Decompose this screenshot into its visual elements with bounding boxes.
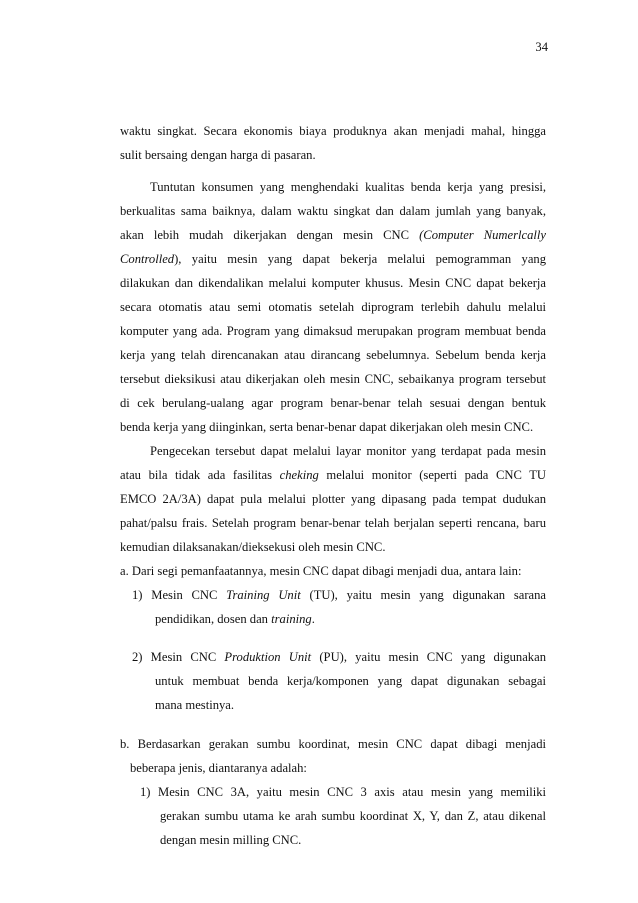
paragraph-line: waktu singkat. Secara ekonomis biaya produknya akan menjadi mahal, hingga (120, 124, 546, 138)
paragraph-line: Tuntutan konsumen yang menghendaki kualitas benda kerja yang presisi, (150, 180, 546, 194)
paragraph-line: EMCO 2A/3A) dapat pula melalui plotter yang dipasang pada tempat dudukan (120, 492, 546, 506)
list-item-a2: 2) Mesin CNC Produktion Unit (PU), yaitu mesin CNC yang digunakan (132, 650, 546, 664)
paragraph-line: benda kerja yang diinginkan, serta benar-benar dapat dikerjakan oleh mesin CNC. (120, 420, 534, 434)
list-item-b: b. Berdasarkan gerakan sumbu koordinat, mesin CNC dapat dibagi menjadi (120, 737, 546, 751)
paragraph-line: kerja yang telah direncanakan atau dirancang sebelumnya. Sebelum benda kerja (120, 348, 546, 362)
paragraph-line: gerakan sumbu utama ke arah sumbu koordinat X, Y, dan Z, atau dikenal (160, 809, 546, 823)
paragraph-line: secara otomatis atau semi otomatis setelah diprogram terlebih dahulu melalui (120, 300, 546, 314)
paragraph-line: kemudian dilaksanakan/dieksekusi oleh mesin CNC. (120, 540, 386, 554)
paragraph-line: pendidikan, dosen dan training. (155, 612, 315, 626)
paragraph-line: dengan mesin milling CNC. (160, 833, 302, 847)
paragraph-line: atau bila tidak ada fasilitas cheking melalui monitor (seperti pada CNC TU (120, 468, 546, 482)
paragraph-line: beberapa jenis, diantaranya adalah: (130, 761, 307, 775)
paragraph-line: mana mestinya. (155, 698, 235, 712)
paragraph-line: berkualitas sama baiknya, dalam waktu singkat dan dalam jumlah yang banyak, (120, 204, 546, 218)
list-item-a1: 1) Mesin CNC Training Unit (TU), yaitu mesin yang digunakan sarana (132, 588, 546, 602)
list-item-b1: 1) Mesin CNC 3A, yaitu mesin CNC 3 axis atau mesin yang memiliki (140, 785, 546, 799)
paragraph-line: dilakukan dan dikendalikan melalui komputer khusus. Mesin CNC dapat bekerja (120, 276, 546, 290)
paragraph-line: di cek berulang-ualang agar program benar-benar telah sesuai dengan bentuk (120, 396, 546, 410)
paragraph-line: sulit bersaing dengan harga di pasaran. (120, 148, 316, 162)
paragraph-line: Controlled), yaitu mesin yang dapat bekerja melalui pemogramman yang (120, 252, 546, 266)
paragraph-line: tersebut dieksikusi atau dikerjakan oleh mesin CNC, sebaikanya program tersebut (120, 372, 546, 386)
paragraph-line: pahat/palsu frais. Setelah program benar-benar telah berjalan seperti rencana, baru (120, 516, 546, 530)
page-number: 34 (535, 40, 548, 54)
paragraph-line: akan lebih mudah dikerjakan dengan mesin CNC (Computer Numerlcally (120, 228, 546, 242)
paragraph-line: Pengecekan tersebut dapat melalui layar monitor yang terdapat pada mesin (150, 444, 546, 458)
paragraph-line: komputer yang ada. Program yang dimaksud merupakan program membuat benda (120, 324, 546, 338)
list-item-a: a. Dari segi pemanfaatannya, mesin CNC dapat dibagi menjadi dua, antara lain: (120, 564, 522, 578)
paragraph-line: untuk membuat benda kerja/komponen yang dapat digunakan sebagai (155, 674, 546, 688)
